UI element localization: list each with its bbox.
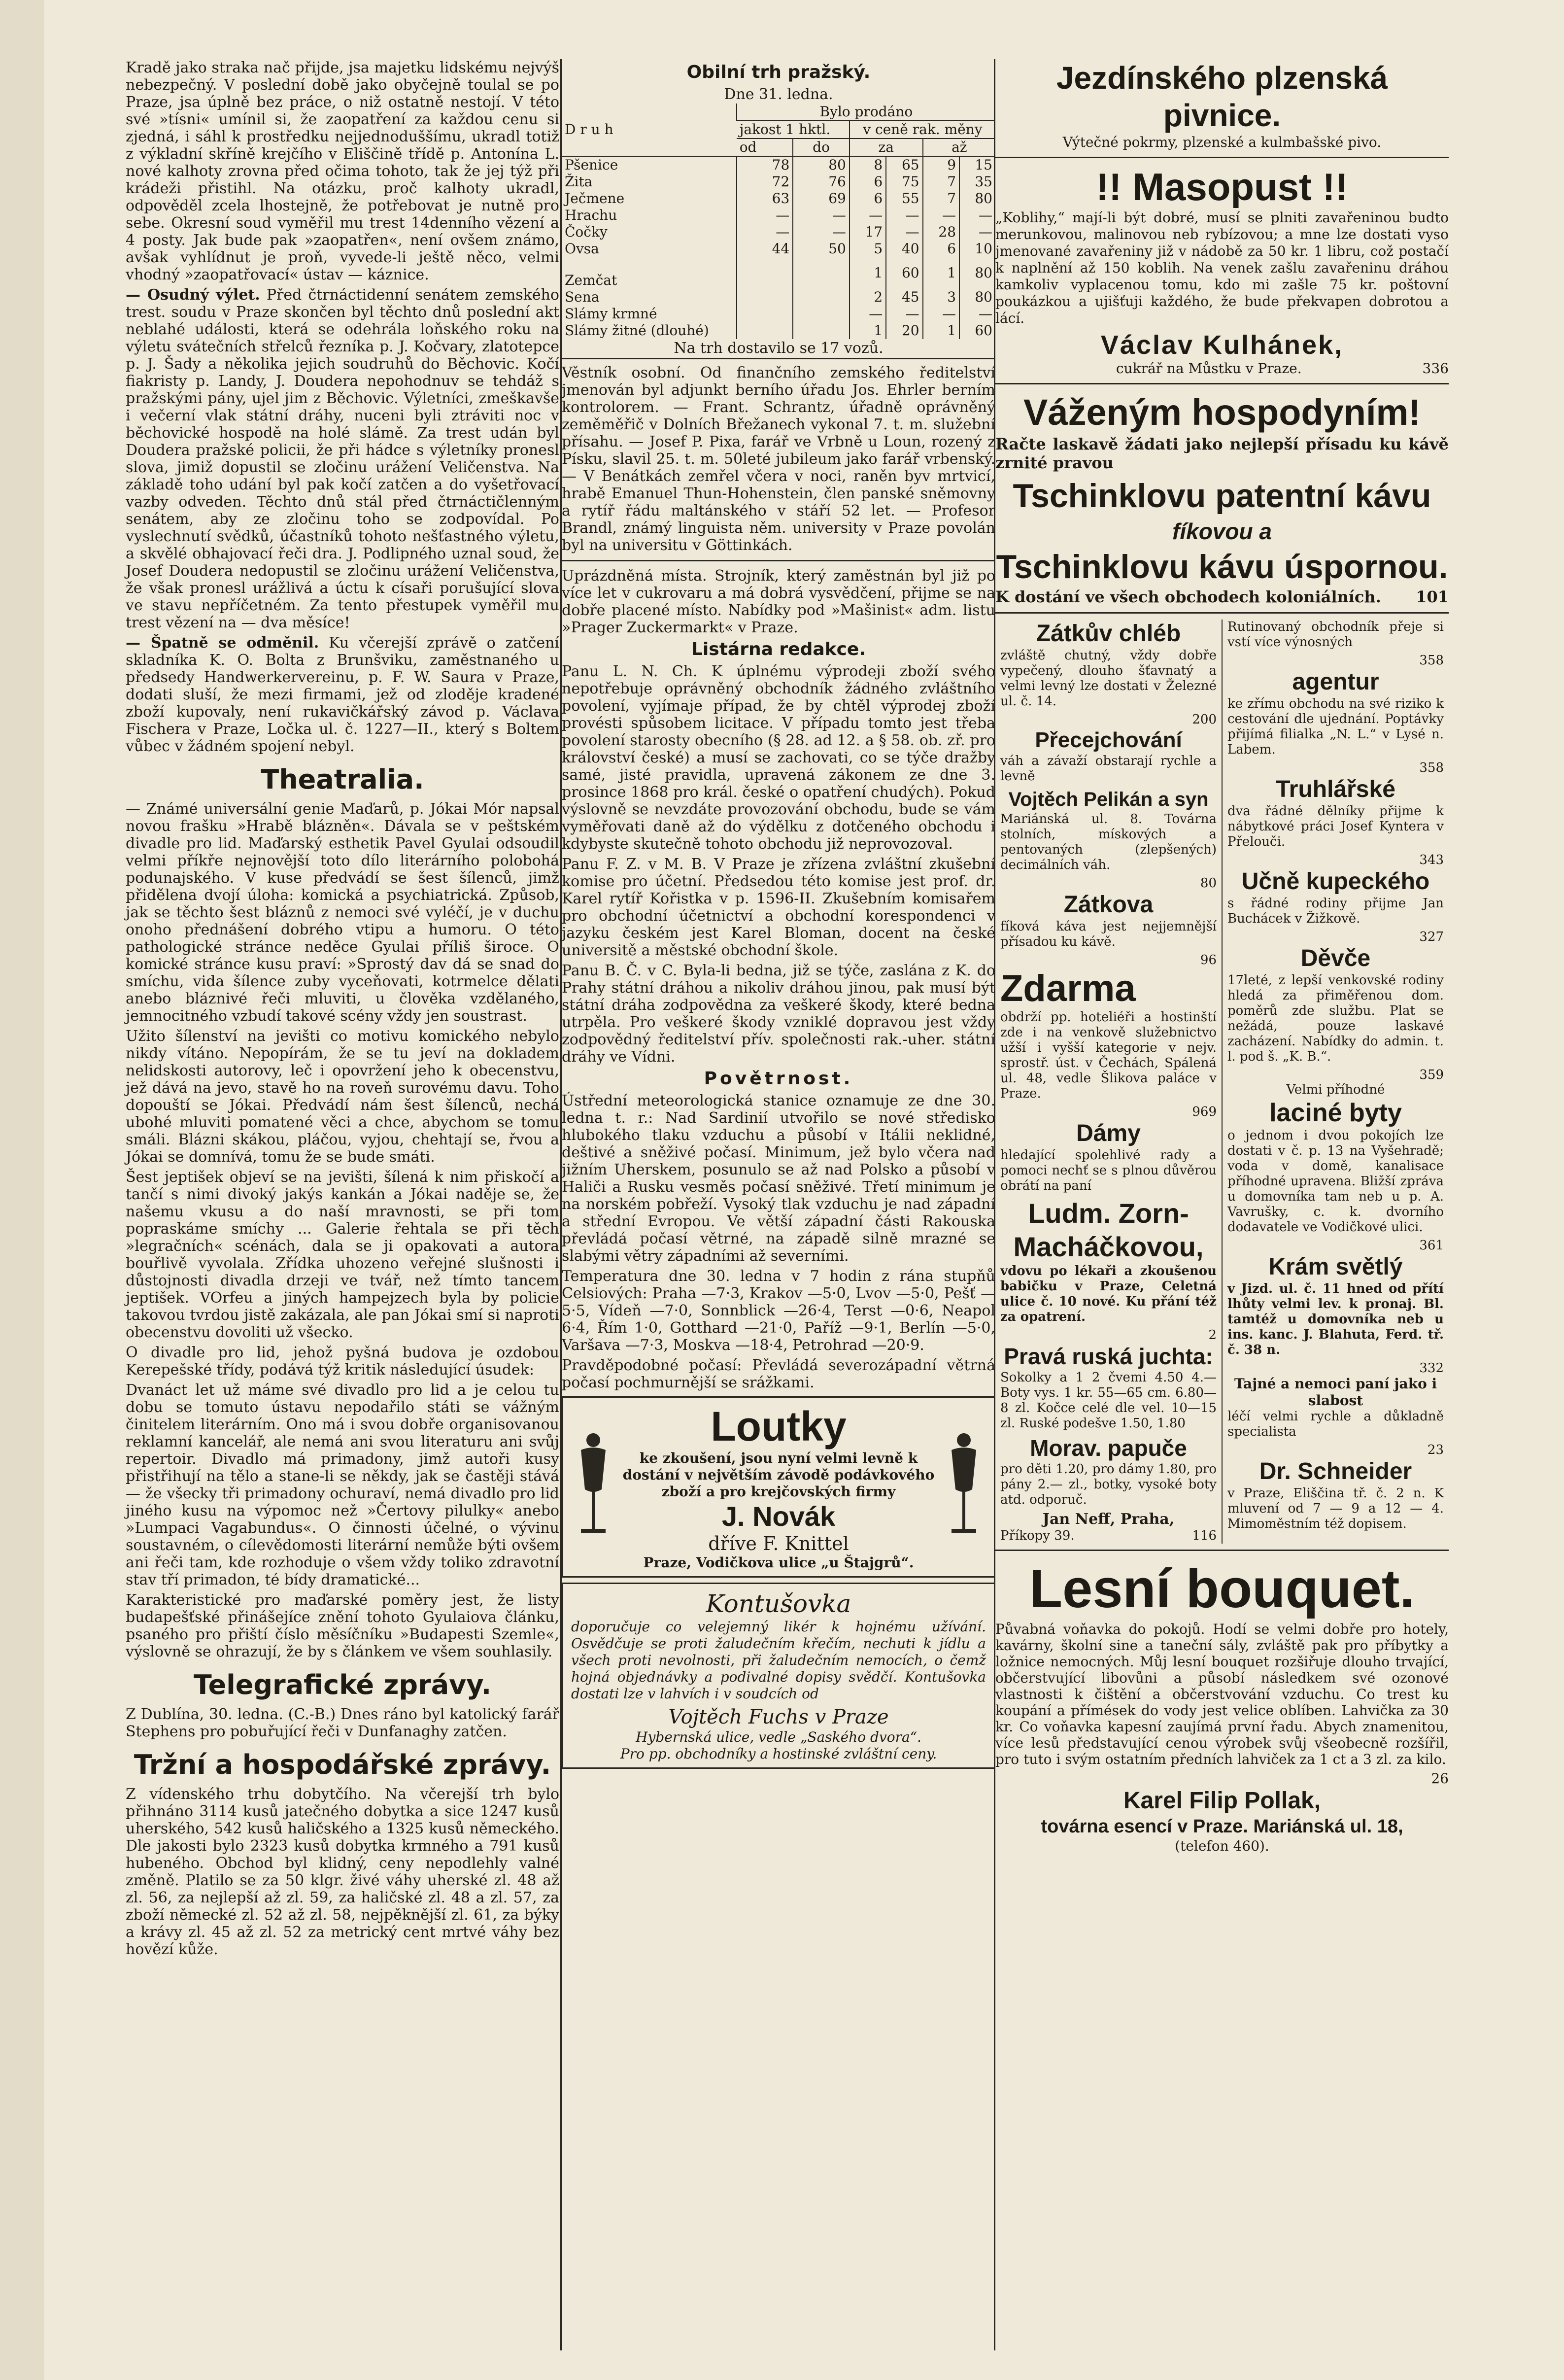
table-cell: 80	[959, 257, 995, 289]
section-title-trzni: Tržní a hospodářské zprávy.	[134, 1749, 551, 1780]
table-cell: 65	[886, 156, 922, 173]
table-row	[562, 257, 995, 289]
table-cell: 35	[959, 173, 995, 190]
ad-text: Velmi příhodné	[1286, 1082, 1385, 1097]
ad-title: Tajné a nemoci paní jako i slabost	[1234, 1376, 1437, 1409]
table-row	[562, 322, 995, 339]
divider	[562, 560, 995, 561]
ad-title: Učně kupeckého	[1241, 868, 1430, 895]
table-cell: 3	[923, 289, 959, 306]
ad-text: hledající spolehlivé rady a pomoci nechť se s plnou důvěrou obrátí na paní	[1000, 1148, 1217, 1193]
article-paragraph: Uprázdněná místa. Strojník, který zaměstnán byl již po více let v cukrovaru a má dobrá vysvědčení, přijme se na dobře placené místo. Nabídky pod »Mašinist« adm. listu »Prager Zuckermarkt« v Praze.	[562, 567, 995, 636]
table-cell: —	[850, 207, 886, 224]
ad-company: Vojtěch Fuchs v Praze	[668, 1706, 889, 1728]
ad-text: Sokolky a 1 2 čvemi 4.50 4.— Boty vys. 1 kr. 55—65 cm. 6.80—8 zl. Kočce celé dle vel. 10—15 zl. Ruské podešve 1.50, 1.80	[1000, 1370, 1217, 1431]
ad-address: Hybernská ulice, vedle „Saského dvora“.	[636, 1729, 921, 1745]
table-cell: 9	[923, 156, 959, 173]
table-row	[562, 173, 995, 190]
table-cell-empty	[737, 306, 793, 322]
ad-text: váh a závaží obstarají rychle a levně	[1000, 754, 1217, 784]
table-cell: 1	[923, 257, 959, 289]
ad-number: 343	[1419, 853, 1444, 867]
article-paragraph: Panu B. Č. v C. Byla-li bedna, již se týče, zaslána z K. do Prahy státní dráhou a nikoliv dráhou jinou, pak musí být státní dráha zodpovědna za veškeré škody, které bedna utrpěla. Pro veškeré škody vzniklé dopravou jest vždy zodpovědný ředitelství přív. společnosti rak.-uher. státní dráhy ve Vídni.	[562, 962, 995, 1066]
ad-company: Jan Neff, Praha,	[1042, 1511, 1175, 1528]
ad-text: ke zřímu obchodu na své riziko k cestování dle ujednání. Poptávky přijímá filialka „N. L.“ v Lysé n. Labem.	[1227, 696, 1444, 757]
section-title-pocasi: Povětrnost.	[704, 1069, 853, 1089]
ad-title: Krám světlý	[1268, 1254, 1403, 1280]
ad-text: léčí velmi rychle a důkladně specialista	[1227, 1409, 1444, 1439]
table-cell-empty	[793, 257, 850, 289]
table-cell-empty	[793, 322, 850, 339]
scan-margin	[0, 0, 44, 2380]
table-row	[562, 207, 995, 224]
ad-company: Ludm. Zorn-Macháčkovou,	[1013, 1198, 1204, 1262]
article-paragraph: Pravděpodobné počasí: Převládá severozápadní větrná počasí pochmurnější se srážkami.	[562, 1357, 995, 1391]
ad-kontusovka	[562, 1583, 995, 1769]
table-cell: 76	[793, 173, 850, 190]
ad-title: Děvče	[1300, 945, 1371, 971]
ad-text: 17leté, z lepší venkovské rodiny hledá za přiměřenou dom. poměrů zde službu. Plat se nežádá, pouze laskavé zacházení. Nabídky do admin. t. l. pod š. „K. B.“.	[1227, 973, 1444, 1064]
table-cell: 10	[959, 241, 995, 257]
ad-tschinkl-and: fíkovou a	[1172, 518, 1272, 544]
table-cell: —	[850, 306, 886, 322]
ad-text: Mariánská ul. 8. Továrna stolních, mískových a pentovaných (zlepšených) decimálních váh.	[1000, 812, 1217, 872]
ad-title: Dámy	[1076, 1120, 1141, 1146]
ad-text: vdovu po lékaři a zkoušenou babičku v Praze, Celetná ulice č. 10 nové. Ku přání též za opatrení.	[1000, 1264, 1217, 1324]
ad-number: 358	[1419, 653, 1444, 668]
table-cell: 5	[850, 241, 886, 257]
ad-company: J. Novák	[721, 1501, 836, 1532]
table-cell-empty	[793, 306, 850, 322]
ad-number: 101	[1416, 587, 1449, 606]
table-cell: Slámy žitné (dlouhé)	[565, 322, 709, 339]
table-header: Bylo prodáno	[737, 103, 995, 121]
ad-company: Dr. Schneider	[1259, 1458, 1412, 1484]
table-cell: Pšenice	[565, 157, 618, 173]
ad-text: dva řádné dělníky přijme k nábytkové práci Josef Kyntera v Přelouči.	[1227, 804, 1444, 849]
table-cell: 63	[737, 190, 793, 207]
table-cell: 2	[850, 289, 886, 306]
ad-address: Praze, Vodičkova ulice „u Štajgrů“.	[643, 1554, 914, 1571]
article-text: Před čtrnáctidenní senátem zemského trest. soudu v Praze skončen byl těchto dnů poslední akt neblahé události, která se odehrála loňského roku na výletu svátečních střelců řezníka p. J. Kočvary, zlatotepce p. J. Šady a několika jejich soudruhů do Běchovic. Kočí fiakristy p. Landy, J. Doudera nepohodnuv se tehdáž s pražskými pány, ujel jim z Běchovic. Výletníci, zmeškavše i večerní vlak státní dráhy, nuceni byli ztráviti noc v běchovické hospodě na holé slámě. Za trest udán byl Doudera pražské policii, že při hádce s výletníky pronesl slova, jimiž dopustil se zločinu urážení Veličenstva. Na základě toho udání byl pak kočí zatčen a do vyšetřovací vazby odveden. Těchto dnů stál před čtrnáctičlenným senátem, aby ze zločinu toho se zodpovídal. Po vyslechnutí svědků, účastníků tohoto nešťastného výletu, a skvělé obhajovací řeči dra. J. Podlipného uznal soud, že Josef Doudera nedopustil se zločinu urážení Veličenstva, že však pronesl urážlivá a úctu k císaři porušující slova ve stavu nepříčetném. Za tento přestupek vyměřil mu trest vězení na — dva měsíce!	[126, 286, 559, 631]
table-cell: —	[923, 306, 959, 322]
grain-price-table	[562, 103, 995, 339]
ad-number: 96	[1200, 953, 1217, 967]
table-cell: 44	[737, 241, 793, 257]
table-cell: Sena	[565, 289, 600, 305]
ad-title: Zátkův chléb	[1036, 621, 1181, 647]
table-cell: 80	[959, 289, 995, 306]
article-paragraph: Ústřední meteorologická stanice oznamuje ze dne 30. ledna t. r.: Nad Sardinií utvořilo se nové středisko hlubokého tlaku vzduchu a působí v Itálii neklidné, deštivé a sněživé počasí. Minimum, jež bylo včera nad jižním Uherskem, posunulo se až nad Polsko a působí v Haliči a Rusku vesměs počasí sněživé. Třetí minimum je na norském pobřeží. Vysoký tlak vzduchu je nad západní a střední Evropou. Ve větší západní části Rakouska převládá počasí větrné, na západě silně mrazné se slabými větry západními až severními.	[562, 1092, 995, 1265]
article-paragraph	[126, 286, 559, 631]
article-paragraph: Temperatura dne 30. ledna v 7 hodin z rána stupňů Celsiových: Praha —7·3, Krakov —5·0, Lvov —5·0, Pešť —5·5, Vídeň —7·0, Sonnblick —26·4, Terst —0·6, Neapol 6·4, Řím 1·0, Gotthard —21·0, Paříž —9·1, Berlín —5·0, Varšava —7·3, Moskva —18·4, Petrohrad —20·9.	[562, 1268, 995, 1354]
table-header: v ceně rak. měny	[850, 121, 995, 138]
table-header: do	[793, 138, 850, 156]
table-cell: Ječmene	[565, 190, 625, 207]
article-paragraph	[126, 634, 559, 755]
ad-address: cukrář na Můstku v Praze.	[1116, 360, 1302, 377]
table-row	[562, 156, 995, 173]
ad-number: 361	[1419, 1238, 1444, 1253]
ad-title: Kontušovka	[706, 1589, 851, 1618]
column-left	[126, 59, 559, 2350]
article-paragraph: Panu L. N. Ch. K úplnému výprodeji zboží svého nepotřebuje oprávněný obchodník žádného zvláštního povolení, vyjímaje případ, že by chtěl výprodej zboží provésti spůsobem licitace. V případu tomto jest třeba povolení starosty obecního (§ 28. ad 12. a § 58. ob. zř. pro království české) a musí se zachovati, co se týče dražby samé, jisté pravidla, upravená zákonem ze dne 3. prosince 1868 pro král. české o opatření chudých). Pokud výslovně se nevzdáte provozování obchodu, bude se vám vyměřovati daně až do výdělku z dotčeného obchodu i kdybyste skutečně tohoto obchodu již neprovozoval.	[562, 663, 995, 853]
table-row	[562, 289, 995, 306]
table-cell: 20	[886, 322, 922, 339]
column-right	[995, 59, 1449, 2350]
ad-title: Truhlářské	[1276, 776, 1395, 802]
table-row	[562, 306, 995, 322]
table-cell: 17	[850, 224, 886, 241]
ad-title: Zdarma	[1000, 967, 1136, 1009]
article-paragraph: Šest jeptišek objeví se na jevišti, šílená k nim přiskočí a tančí s nimi divoký jakýs kankán a Jókai naděje se, že našemu vkusu a do naší mravnosti, se při tom popraskáme smíchy ... Galerie řehtala se při těch »legračních« scénách, dala se ji opakovati a autora bouřlivě vyvolala. Zřídka uhozeno veřejné slušnosti i důstojnosti divadla drzeji ve tvář, než tímto tancem jeptišek. VOrfeu a jiných hampejzech byla by policie takovou tvrdou jistě zakázala, ale pan Jókai smí si naproti obecenstvu dovoliti už všecko.	[126, 1169, 559, 1341]
table-cell: Slámy krmné	[565, 306, 657, 322]
table-cell-empty	[737, 257, 793, 289]
classifieds-right	[1223, 620, 1449, 1544]
article-paragraph: O divadle pro lid, jehož pyšná budova je ozdobou Kerepešské třídy, podává týž kritik následující úsudek:	[126, 1344, 559, 1379]
table-cell: 15	[959, 156, 995, 173]
ad-text: zvláště chutný, vždy dobře vypečený, dlouho šťavnatý a velmi levný lze dostati v Železné ul. č. 14.	[1000, 648, 1217, 709]
ad-loutky	[562, 1396, 995, 1578]
ad-company: Václav Kulhánek,	[1100, 330, 1344, 360]
table-cell: 80	[959, 190, 995, 207]
ad-company-former: dříve F. Knittel	[708, 1533, 849, 1554]
table-cell: 6	[850, 173, 886, 190]
table-header: jakost 1 hktl.	[737, 121, 850, 138]
ad-title: Morav. papuče	[1030, 1435, 1187, 1461]
table-cell: 75	[886, 173, 922, 190]
table-header: D r u h	[562, 103, 737, 156]
article-paragraph: Panu F. Z. v M. B. V Praze je zřízena zvláštní zkušební komise pro účetní. Předsedou této komise jest prof. dr. Karel rytíř Kořistka v p. 1596-II. Zkušebním komisařem pro obchodní účetnictví a obchodní korespondenci v jazyku českém jest Karel Bloman, docent na české universitě a městské obchodní škole.	[562, 856, 995, 959]
article-paragraph: Věstník osobní. Od finančního zemského ředitelství jmenován byl adjunkt berního úřadu Jos. Ehrler berním kontrolorem. — Frant. Schrantz, úřadně oprávněný zeměměřič v Dolních Břežanech vykonal 7. t. m. služební přísahu. — Josef P. Pixa, farář ve Vrbně u Loun, rozený z Písku, slavil 25. t. m. 50leté jubileum jako farář vrbenský. — V Benátkách zemřel včera v noci, raněn byv mrtvicí, hrabě Emanuel Thun-Hohenstein, člen panské sněmovny a rytíř řádu maltánského v stáří 52 let. — Profesor Brandl, známý linguista něm. university v Praze povolán byl na universitu v Göttinkách.	[562, 364, 995, 554]
ad-title: Pravá ruská juchta:	[1004, 1344, 1213, 1369]
table-cell: 40	[886, 241, 922, 257]
table-cell: 6	[923, 241, 959, 257]
ad-phone: (telefon 460).	[1175, 1838, 1269, 1854]
ad-text: v Jizd. ul. č. 11 hned od přítí lhůty velmi lev. k pronaj. Bl. tamtéž u domovníka neb u ins. kanc. J. Blahuta, Ferd. tř. č. 38 n.	[1227, 1281, 1444, 1357]
ad-number: 332	[1419, 1361, 1444, 1376]
table-cell: Zemčat	[565, 272, 617, 288]
table-cell: 50	[793, 241, 850, 257]
table-cell-empty	[737, 322, 793, 339]
section-title-theatralia: Theatralia.	[261, 764, 424, 795]
table-cell: Žita	[565, 173, 593, 190]
ad-note: Pro pp. obchodníky a hostinské zvláštní ceny.	[620, 1746, 937, 1762]
grain-market-title: Obilní trh pražský.	[686, 62, 871, 82]
ad-tschinkl-2: Tschinklovu kávu úspornou.	[996, 548, 1448, 586]
ad-title: Přecejchování	[1035, 728, 1182, 752]
table-cell: 60	[886, 257, 922, 289]
table-cell: —	[886, 224, 922, 241]
table-row	[562, 241, 995, 257]
article-lead: — Špatně se odměnil.	[126, 634, 319, 652]
ad-tschinkl-1: Tschinklovu patentní kávu	[1013, 477, 1431, 515]
ad-text: o jednom i dvou pokojích lze dostati v č. p. 13 na Vyšehradě; voda v domě, kanalisace příhodné upravena. Bližší zpráva u domovníka tam neb u p. A. Vavrušky, c. k. dvorního dodavatele ve Vodičkové ulici.	[1227, 1128, 1444, 1235]
article-paragraph: — Známé universální genie Maďarů, p. Jókai Mór napsal novou frašku »Hrabě blázněn«. Dávala se v peštském divadle pro lid. Maďarský esthetik Pavel Gyulai odsoudil velmi příkře nejnovější toto dílo literárního polobohá podunajského. V kuse předvádí se šest šílenců, jimž přidělena dvojí úloha: komická a psychiatrická. Způsob, jak se těchto šest bláznů z nemoci své vyléčí, je v duchu onoho přednášení dobrého vtipu a humoru. O této pathologické stránce neděce Gyulai příliš široce. O komické stránce kusu praví: »Sprostý dav dá se snad do smíchu, vida šílence zuby vyceňovati, kotrmelce dělati anebo bláznivé řeči mluviti, u člověka vzdělaného, jemnocitného vzbudí takové scény vždy jen soustrast.	[126, 800, 559, 1025]
ad-number: 200	[1192, 712, 1217, 727]
ad-number: 26	[1431, 1770, 1449, 1787]
ad-number: 358	[1419, 760, 1444, 775]
table-cell: Čočky	[565, 224, 608, 240]
table-cell: 69	[793, 190, 850, 207]
table-cell: 45	[886, 289, 922, 306]
table-header: od	[737, 138, 793, 156]
table-cell: —	[737, 207, 793, 224]
ad-text: s řádné rodiny přijme Jan Buchácek v Žižkově.	[1227, 896, 1444, 926]
ad-title: Loutky	[711, 1403, 847, 1449]
ad-number: 327	[1419, 930, 1444, 944]
ad-text: fíková káva jest nejjemnější přísadou ku kávě.	[1000, 919, 1217, 949]
article-text: Ku včerejší zprávě o zatčení skladníka K. O. Bolta z Brunšviku, zaměstnaného u předsedy Handwerkervereinu, p. F. W. Saura v Praze, dodati sluší, že mezi firmami, jež od zloděje kradené zboží kupovaly, není rukavičkářský závod p. Václava Fischera v Praze, Ločka ul. č. 1227—II., který s Boltem vůbec v žádném spojení nebyl.	[126, 634, 560, 755]
table-cell-empty	[793, 289, 850, 306]
table-cell: —	[959, 224, 995, 241]
ad-address: továrna esencí v Praze. Mariánská ul. 18,	[1041, 1816, 1403, 1837]
ad-text: K dostání ve všech obchodech koloniálních.	[995, 587, 1381, 606]
ad-masopust-title: !! Masopust !!	[1096, 165, 1348, 208]
table-cell: —	[886, 306, 922, 322]
ad-text: doporučuje co velejemný likér k hojnému užívání. Osvědčuje se proti žaludečním křečím, nechuti k jídlu a všech proti nevolnosti, při žaludečním nemocích, o čemž hojná objednávky a podivalné dopisy svědčí. Kontušovka dostati lze v lahvích i v soudcích od	[571, 1619, 986, 1702]
column-middle	[562, 59, 995, 2350]
mannequin-icon	[571, 1430, 615, 1544]
table-cell: —	[793, 224, 850, 241]
article-paragraph: Dvanáct let už máme své divadlo pro lid a je celou tu dobu se tomuto ústavu nepodařilo státi se vážným činitelem literárním. Ono má i svou dobře organisovanou reklamní kancelář, ale nemá ani svou literaturu ani svůj repertoir. Divadlo má primadony, jimž autoři kusy přistřihují na tělo a stane-li se někdy, jak se častěji stává — že všecky tři primadony ochuraví, nemá divadlo pro lid jiného kusu na výpomoc než »Čertovy pilulky« anebo »Lumpaci Vagabundus«. O činnosti účelné, o vývinu soustavném, o cílevědomosti literární nemůže býti ovšem ani řeči tam, kde rozhoduje o všem vždy toliko zdravotní stav tří primadon, té bídy dramatické...	[126, 1381, 559, 1588]
table-cell: 1	[850, 322, 886, 339]
article-paragraph: Užito šílenství na jevišti co motivu komického nebylo nikdy vítáno. Nepopírám, že se tu jeví na dokladem nelidskosti autorovy, leč i opovržení jeho k obecenstvu, jež dává na jevo, stavě ho na roveň surovému davu. Toho dopouští se Jókai. Předvádí nám šest šílenců, nechá ubohé mluviti pomatené věci a chce, abychom se tomu smáli. Blázni skákou, pláčou, vyjou, chehtají se, řvou a Jókai se domnívá, tomu že se bude smáti.	[126, 1028, 559, 1166]
divider	[995, 157, 1449, 158]
table-cell-empty	[737, 289, 793, 306]
ad-text: v Praze, Eliščina tř. č. 2 n. K mluvení od 7 — 9 a 12 — 4. Mimoměstním též dopisem.	[1227, 1486, 1444, 1531]
ad-lesni-title: Lesní bouquet.	[1029, 1558, 1415, 1619]
ad-title: Zátkova	[1063, 892, 1154, 918]
table-cell: —	[737, 224, 793, 241]
ad-text: pro děti 1.20, pro dámy 1.80, pro pány 2.— zl., botky, vysoké boty atd. odporuč.	[1000, 1462, 1217, 1507]
table-cell: Hrachu	[565, 207, 617, 223]
ad-jezdinsky-sub: Výtečné pokrmy, plzenské a kulmbašské pivo.	[1062, 134, 1382, 150]
table-cell: 7	[923, 190, 959, 207]
article-paragraph: Z vídenského trhu dobytčího. Na včerejší trh bylo přihnáno 3114 kusů jatečného dobytka a sice 1247 kusů uherského, 542 kusů haličského a 1325 kusů německého. Dle jakosti bylo 2323 kusů dobytka krmného a 791 kusů hubeného. Obchod byl klidný, ceny nepodlehly valné změně. Platilo se za 50 klgr. živé váhy uherské zl. 48 až zl. 56, za nejlepší až zl. 59, za haličské zl. 48 a zl. 57, za zboží německé zl. 52 až zl. 58, nejpěknější zl. 61, za býky a krávy zl. 45 až zl. 52 za metrický cent mrtvé váhy bez hovězí kůže.	[126, 1786, 559, 1958]
ad-title: laciné byty	[1269, 1099, 1402, 1127]
table-cell: 8	[850, 156, 886, 173]
grain-market-date: Dne 31. ledna.	[724, 86, 833, 103]
table-cell: —	[959, 207, 995, 224]
table-cell: 60	[959, 322, 995, 339]
ad-title: agentur	[1292, 669, 1379, 695]
table-header: za	[850, 138, 923, 156]
table-cell: 1	[850, 257, 886, 289]
article-lead: — Osudný výlet.	[126, 286, 260, 304]
table-cell: —	[959, 306, 995, 322]
divider	[995, 1550, 1449, 1551]
classifieds-left	[995, 620, 1223, 1544]
table-row	[562, 190, 995, 207]
table-cell: 72	[737, 173, 793, 190]
table-cell: 55	[886, 190, 922, 207]
divider	[995, 612, 1449, 614]
table-row	[562, 224, 995, 241]
table-cell: 80	[793, 156, 850, 173]
ad-text: Račte laskavě žádati jako nejlepší přísadu ku kávě zrnité pravou	[995, 435, 1449, 472]
ad-number: 359	[1419, 1068, 1444, 1082]
ad-company: Vojtěch Pelikán a syn	[1008, 789, 1209, 810]
table-cell: 1	[923, 322, 959, 339]
table-cell: 6	[850, 190, 886, 207]
ad-text: obdrží pp. hoteliéři a hostinští zde i na venkově služebnictvo užší i vyšší kategorie v nejv. sprostř. úst. v Čechách, Spálená ul. 48, vedle Šlikova paláce v Praze.	[1000, 1010, 1217, 1101]
article-paragraph: Z Dublína, 30. ledna. (C.-B.) Dnes ráno byl katolický farář Stephens pro pobuřující řeči v Dunfanaghy zatčen.	[126, 1706, 559, 1740]
ad-address: Příkopy 39.	[1000, 1528, 1075, 1543]
divider	[995, 383, 1449, 384]
classifieds-grid	[995, 620, 1449, 1544]
article-paragraph: Kradě jako straka nač přijde, jsa majetku lidskému nejvýš nebezpečný. V poslední době jako obyčejně toulal se po Praze, jsa úplně bez práce, o niž ostatně nestojí. V této své »tísni« umínil si, že zaopatření za každou cenu si zjedná, i sáhl k prostředku nejjednoduššímu, ukradl totiž z výkladní skříně krejčího v Eliščině třídě p. Antonína L. nové kalhoty zrovna před očima tohoto, tak že jej týž při krádeži přistihl. Na otázku, proč kalhoty ukradl, odpověděl zcela lhostejně, že potřebovat je nutně pro sebe. Okresní soud vyměřil mu trest 14denního vězení a 4 posty. Jak bude pak »zaopatřen«, není ovšem známo, avšak vyhlídnut je proň, vyvede-li ještě něco, velmi vhodný »zaopatřovací« ústav — káznice.	[126, 59, 559, 283]
ad-text: Rutinovaný obchodník přeje si vstí více výnosných	[1227, 620, 1444, 650]
table-cell: —	[793, 207, 850, 224]
ad-text: ke zkoušení, jsou nyní velmi levně k dostání v největším závodě podávkového zboží a pro krejčovských firmy	[622, 1450, 935, 1500]
table-cell: 7	[923, 173, 959, 190]
table-cell: —	[923, 207, 959, 224]
ad-jezdinsky-title: Jezdínského plzenská pivnice.	[1056, 60, 1388, 133]
table-cell: 28	[923, 224, 959, 241]
table-header: až	[923, 138, 995, 156]
mannequin-icon	[942, 1430, 986, 1544]
ad-vazenym-title: Váženým hospodyním!	[1023, 392, 1421, 433]
ad-number: 2	[1208, 1328, 1217, 1343]
ad-number: 116	[1192, 1528, 1217, 1543]
ad-company: Karel Filip Pollak,	[1123, 1788, 1321, 1814]
ad-number: 969	[1192, 1104, 1217, 1119]
table-cell: —	[886, 207, 922, 224]
ad-number: 336	[1422, 360, 1449, 377]
grain-market-note: Na trh dostavilo se 17 vozů.	[562, 339, 995, 359]
article-paragraph: Karakteristické pro maďarské poměry jest, že listy budapešťské přinášejíce znění tohoto Gyulaiova článku, psaného pro přiští číslo měsíčníku »Budapesti Szemle«, výslovně se ohrazují, že by s článkem ve všem souhlasily.	[126, 1591, 559, 1660]
table-cell: Ovsa	[565, 241, 599, 257]
section-title-telegraf: Telegrafické zprávy.	[193, 1669, 492, 1700]
table-cell: 78	[737, 156, 793, 173]
ad-text: „Koblihy,“ mají-li být dobré, musí se plniti zavařeninou budto merunkovou, malinovou neb rybízovou; a mne lze dostati vyso jmenované zavařeniny již v nádobě za 50 kr. 1 libru, což postačí k naplnění až 150 koblih. Na venek zašlu zavařeninu dráhou kamkoliv vyplacenou tomu, kdo mi zašle 75 kr. poštovní poukázkou a ujišťuji každého, že bude překvapen dobrotou a lácí.	[995, 209, 1449, 326]
ad-number: 80	[1200, 876, 1217, 891]
ad-text: Půvabná voňavka do pokojů. Hodí se velmi dobře pro hotely, kavárny, školní sine a taneční sály, zvláště pak pro příbytky a ložnice nemocných. Můj lesní bouquet rozšiřuje dlouho trvající, občerstvující libovůni a působí následkem své ozonové vlastnosti k čištění a občerstvování vzduchu. Co trest ku koupání a přímések do vody jest velice oblíben. Lahvička za 30 kr. Co voňavka kapesní zaujímá první řadu. Abych znamenitou, více lesů představující cenou výrobek svůj všeobecně rozšířil, pro tuto i svým ostatním předních lahviček za 1 ct a 3 zl. za kilo.	[995, 1621, 1449, 1767]
section-title-listarna: Listárna redakce.	[691, 639, 866, 659]
ad-number: 23	[1427, 1443, 1444, 1457]
